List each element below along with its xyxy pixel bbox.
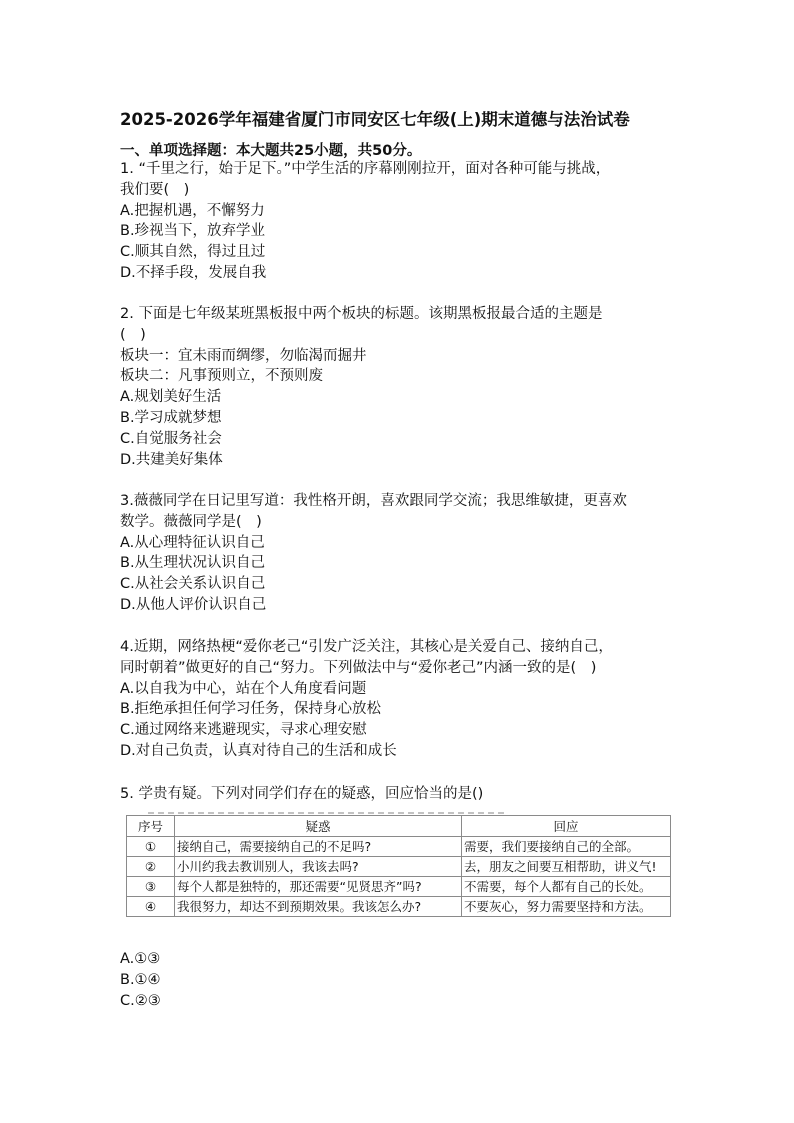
- table-cell: 每个人都是独特的，那还需要“见贤思齐”吗?: [175, 877, 462, 897]
- option-c: C.顺其自然，得过且过: [120, 244, 266, 261]
- table-cell: 去，朋友之间要互相帮助，讲义气!: [462, 857, 671, 877]
- question-stem-line: 5. 学贵有疑。下列对同学们存在的疑惑，回应恰当的是(): [120, 786, 484, 802]
- option-a: A.以自我为中心，站在个人角度看问题: [120, 680, 367, 697]
- option-c: C.从社会关系认识自己: [120, 576, 266, 593]
- question-stem-line: 3.薇薇同学在日记里写道：我性格开朗，喜欢跟同学交流；我思维敏捷，更喜欢: [120, 493, 627, 509]
- question-stem-line: ( ): [120, 326, 146, 343]
- column-header: 序号: [127, 816, 175, 837]
- option-a: A.把握机遇，不懈努力: [120, 202, 265, 219]
- question-5: [120, 784, 680, 805]
- exam-title: 2025-2026学年福建省厦门市同安区七年级(上)期末道德与法治试卷: [120, 110, 630, 129]
- question-stem-line: 数学。薇薇同学是( ): [120, 513, 262, 530]
- table-cell: ④: [127, 897, 175, 917]
- option-c: C.通过网络来逃避现实，寻求心理安慰: [120, 722, 367, 739]
- option-a: A.从心理特征认识自己: [120, 534, 265, 551]
- table-cell: ③: [127, 877, 175, 897]
- table-row: [127, 877, 671, 897]
- section-heading: 一、单项选择题：本大题共25小题，共50分。: [120, 143, 422, 159]
- option-b: B.拒绝承担任何学习任务，保持身心放松: [120, 701, 382, 718]
- option-c: C.②③: [120, 992, 161, 1009]
- option-a: A.规划美好生活: [120, 389, 222, 406]
- question-stem-line: 同时朝着”做更好的自己“努力。下列做法中与“爱你老己”内涵一致的是( ): [120, 659, 597, 676]
- table-row: [127, 857, 671, 877]
- question-5-options: [120, 949, 161, 1011]
- option-d: D.从他人评价认识自己: [120, 596, 267, 613]
- table-row: [127, 897, 671, 917]
- column-header: 回应: [462, 816, 671, 837]
- table-header-row: [127, 816, 671, 837]
- question-2: [120, 304, 680, 470]
- table-cell: ②: [127, 857, 175, 877]
- question-stem-line: 板块一：宜未雨而绸缪，勿临渴而掘井: [120, 347, 367, 364]
- column-header: 疑惑: [175, 816, 462, 837]
- question-5-table: [126, 815, 671, 917]
- option-d: D.共建美好集体: [120, 451, 223, 468]
- option-b: B.①④: [120, 971, 161, 988]
- table-cell: ①: [127, 837, 175, 857]
- option-d: D.对自己负责，认真对待自己的生活和成长: [120, 742, 397, 759]
- table-cell: 不需要，每个人都有自己的长处。: [462, 877, 671, 897]
- table-cell: 我很努力，却达不到预期效果。我该怎么办?: [175, 897, 462, 917]
- table-cell: 需要，我们要接纳自己的全部。: [462, 837, 671, 857]
- option-c: C.自觉服务社会: [120, 430, 222, 447]
- table-cell: 接纳自己，需要接纳自己的不足吗?: [175, 837, 462, 857]
- option-b: B.学习成就梦想: [120, 409, 222, 426]
- question-stem-line: 2. 下面是七年级某班黑板报中两个板块的标题。该期黑板报最合适的主题是: [120, 306, 603, 322]
- option-b: B.珍视当下，放弃学业: [120, 223, 266, 240]
- table-cell: 不要灰心，努力需要坚持和方法。: [462, 897, 671, 917]
- faint-scan-line: [148, 812, 508, 814]
- question-stem-line: 我们要( ): [120, 181, 190, 198]
- option-a: A.①③: [120, 951, 161, 967]
- question-stem-line: 4.近期，网络热梗“爱你老己“引发广泛关注，其核心是关爱自己、接纳自己，: [120, 639, 613, 655]
- option-d: D.不择手段，发展自我: [120, 264, 267, 281]
- question-3: [120, 491, 680, 616]
- question-1: [120, 159, 680, 284]
- question-stem-line: 1. “千里之行，始于足下。”中学生活的序幕刚刚拉开，面对各种可能与挑战，: [120, 161, 611, 177]
- question-4: [120, 637, 680, 762]
- table-cell: 小川约我去教训别人，我该去吗?: [175, 857, 462, 877]
- option-b: B.从生理状况认识自己: [120, 555, 266, 572]
- table-row: [127, 837, 671, 857]
- question-stem-line: 板块二：凡事预则立，不预则废: [120, 368, 323, 385]
